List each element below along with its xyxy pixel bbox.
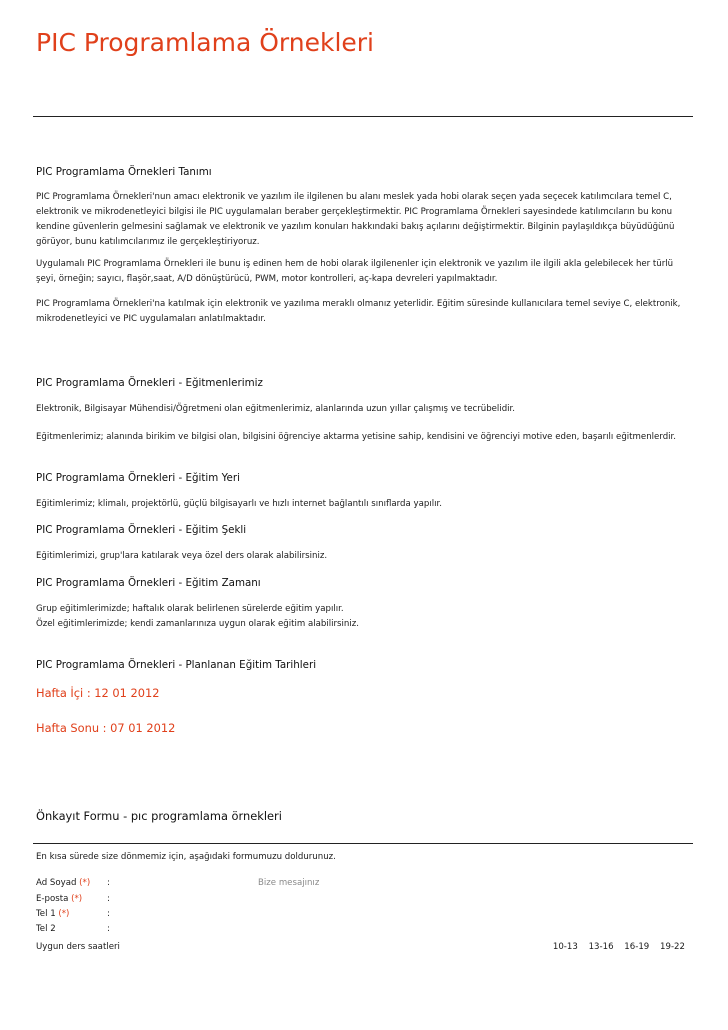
page-title: PIC Programlama Örnekleri	[36, 28, 374, 57]
form-divider	[33, 843, 693, 844]
section-heading-zaman: PIC Programlama Örnekleri - Eğitim Zamanı	[36, 577, 261, 589]
tanim-paragraph-2: Uygulamalı PIC Programlama Örnekleri ile bunu iş edinen hem de hobi olarak ilgilenenler için elektronik ve yazılım ile ilgili akla gelebilecek her türlü şeyi, örneğin; sayıcı, flaşör,saat, A/D dönüştürücü, PWM, motor kontrolleri, aç-kapa devreleri yapılmaktadır.	[36, 259, 674, 284]
hours-options	[545, 942, 685, 952]
section-heading-tanim: PIC Programlama Örnekleri Tanımı	[36, 166, 212, 178]
email-input[interactable]: :	[107, 894, 110, 904]
required-mark: (*)	[58, 909, 70, 919]
message-textarea[interactable]: Bize mesajınız	[258, 878, 320, 888]
egitmen-paragraph-2: Eğitmenlerimiz; alanında birikim ve bilgisi olan, bilgisini öğrenciye aktarma yetisine sahip, kendisini ve öğrenciyi motive eden, başarılı eğitmenlerdir.	[36, 432, 677, 442]
section-heading-yer: PIC Programlama Örnekleri - Eğitim Yeri	[36, 472, 240, 484]
zaman-paragraph-1: Grup eğitimlerimizde; haftalık olarak belirlenen sürelerde eğitim yapılır.	[36, 604, 344, 614]
hour-option[interactable]: 13-16	[588, 942, 614, 952]
hour-option[interactable]: 19-22	[660, 942, 685, 952]
tanim-paragraph-1: PIC Programlama Örnekleri'nun amacı elektronik ve yazılım ile ilgilenen bu alanı meslek yada hobi olarak seçen yada seçecek katılımcılara temel C, elektronik ve mikrodenetleyici bilgisi ile PIC uygulamaları beraber gerçekleştirmektir. PIC Programlama Örnekleri sayesindede katılımcıların bu konu kendine güvenlerin gelmesini sağlamak ve elektronik ve yazılım konuları hakkındaki bakış açılarını değiştirmektir. Bilginin paylaşıldıkça büyüdüğünü görüyor, bunu katılımcılarımız ile gerçekleştiriyoruz.	[36, 192, 675, 247]
form-intro: En kısa sürede size dönmemiz için, aşağıdaki formumuzu doldurunuz.	[36, 852, 336, 862]
hours-label: Uygun ders saatleri	[36, 942, 120, 952]
tel1-input[interactable]: :	[107, 909, 110, 919]
hour-option[interactable]: 16-19	[624, 942, 650, 952]
section-heading-tarihler: PIC Programlama Örnekleri - Planlanan Eğitim Tarihleri	[36, 659, 317, 671]
name-input[interactable]: :	[107, 878, 110, 888]
form-title: Önkayıt Formu - pıc programlama örnekleri	[36, 809, 282, 823]
sekil-paragraph: Eğitimlerimizi, grup'lara katılarak veya özel ders olarak alabilirsiniz.	[36, 551, 328, 561]
email-label: E-posta (*)	[36, 894, 83, 904]
name-label: Ad Soyad (*)	[36, 878, 91, 888]
section-heading-sekil: PIC Programlama Örnekleri - Eğitim Şekli	[36, 524, 247, 536]
weekend-date: Hafta Sonu : 07 01 2012	[36, 721, 176, 735]
egitmen-paragraph-1: Elektronik, Bilgisayar Mühendisi/Öğretmeni olan eğitmenlerimiz, alanlarında uzun yıllar çalışmış ve tecrübelidir.	[36, 404, 516, 414]
required-mark: (*)	[79, 878, 91, 888]
tel2-label: Tel 2	[36, 924, 56, 934]
hour-option[interactable]: 10-13	[552, 942, 578, 952]
yer-paragraph: Eğitimlerimiz; klimalı, projektörlü, güçlü bilgisayarlı ve hızlı internet bağlantılı sınıflarda yapılır.	[36, 499, 442, 509]
weekday-date: Hafta İçi : 12 01 2012	[36, 686, 160, 700]
tanim-paragraph-3: PIC Programlama Örnekleri'na katılmak için elektronik ve yazılıma meraklı olmanız yeterlidir. Eğitim süresinde kullanıcılara temel seviye C, elektronik, mikrodenetleyici ve PIC uygulamaları anlatılmaktadır.	[36, 299, 681, 324]
tel1-label: Tel 1 (*)	[36, 909, 70, 919]
tel2-input[interactable]: :	[107, 924, 110, 934]
section-heading-egitmen: PIC Programlama Örnekleri - Eğitmenlerimiz	[36, 377, 263, 389]
required-mark: (*)	[71, 894, 83, 904]
zaman-paragraph-2: Özel eğitimlerimizde; kendi zamanlarınıza uygun olarak eğitim alabilirsiniz.	[36, 619, 359, 629]
header-divider	[33, 116, 693, 117]
